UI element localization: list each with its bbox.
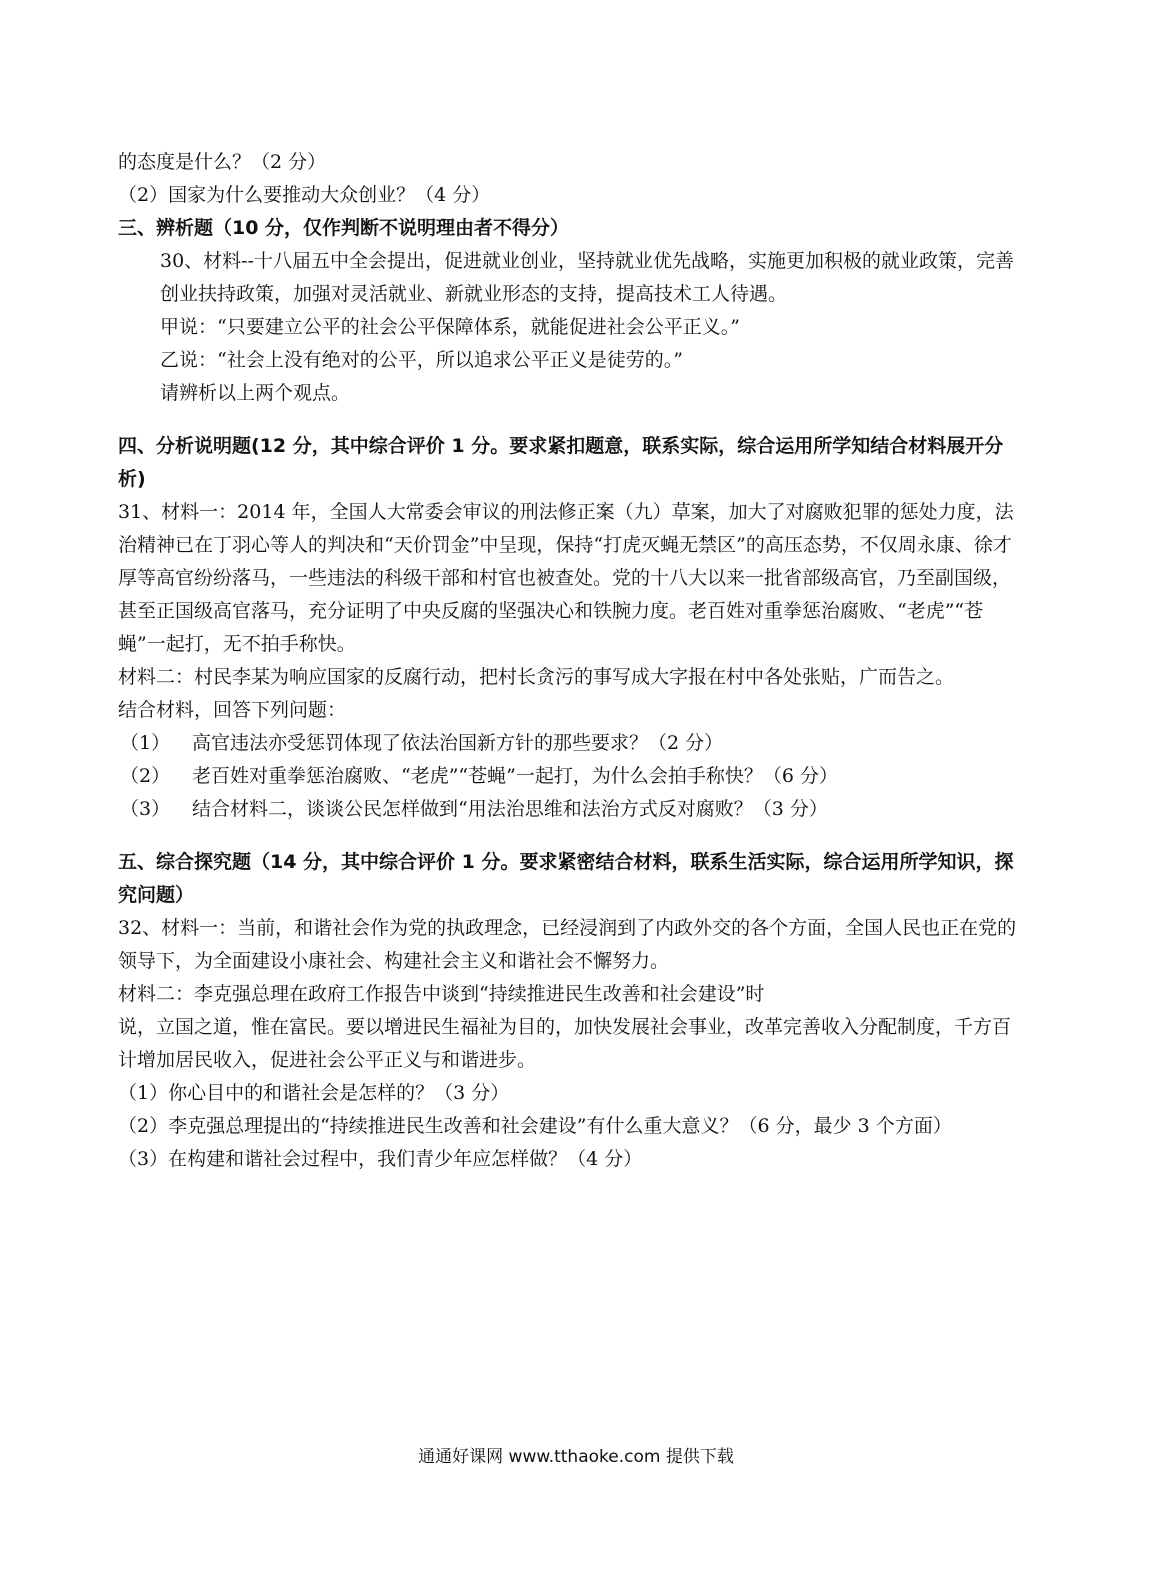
section-5-question-3: （3）在构建和谐社会过程中，我们青少年应怎样做？（4 分）: [118, 1148, 643, 1170]
section-5-question-2: （2）李克强总理提出的“持续推进民生改善和社会建设”有什么重大意义？（6 分，最少 3 个方面）: [118, 1115, 952, 1137]
section-5-heading: 五、综合探究题（14 分，其中综合评价 1 分。要求紧密结合材料，联系生活实际，综合运用所学知识，探究问题）: [118, 851, 1014, 906]
section-4-heading: 四、分析说明题(12 分，其中综合评价 1 分。要求紧扣题意，联系实际，综合运用所学知结合材料展开分析): [118, 435, 1004, 490]
section-3-view-b: 乙说：“社会上没有绝对的公平，所以追求公平正义是徒劳的。”: [160, 349, 683, 371]
spacer: [118, 410, 1028, 430]
top-line-1: 的态度是什么？（2 分）: [118, 151, 327, 173]
page-content: [118, 146, 1028, 1176]
top-line-2: （2）国家为什么要推动大众创业？（4 分）: [118, 184, 491, 206]
section-4-question-3: [118, 793, 1028, 826]
section-4-question-1: [118, 727, 1028, 760]
question-number: （3）: [120, 798, 171, 820]
question-text: 结合材料二，谈谈公民怎样做到“用法治思维和法治方式反对腐败？（3 分）: [192, 798, 828, 820]
question-number: （1）: [120, 732, 171, 754]
section-5-material-2-rest: 说，立国之道，惟在富民。要以增进民生福祉为目的，加快发展社会事业，改革完善收入分配制度，千方百计增加居民收入，促进社会公平正义与和谐进步。: [118, 1016, 1012, 1071]
section-5-material-2-first-line: 材料二：李克强总理在政府工作报告中谈到“持续推进民生改善和社会建设”时: [118, 983, 765, 1005]
section-4-question-2: [118, 760, 1028, 793]
section-3-heading: 三、辨析题（10 分，仅作判断不说明理由者不得分）: [118, 217, 570, 239]
section-4-material-1: 31、材料一：2014 年，全国人大常委会审议的刑法修正案（九）草案，加大了对腐败犯罪的惩处力度，法治精神已在丁羽心等人的判决和“天价罚金”中呈现，保持“打虎灭蝇无禁区”的高压态势，不仅周永康、徐才厚等高官纷纷落马，一些违法的科级干部和村官也被查处。党的十八大以来一批省部级高官，乃至副国级，甚至正国级高官落马，充分证明了中央反腐的坚强决心和铁腕力度。老百姓对重拳惩治腐败、“老虎”“苍蝇”一起打，无不拍手称快。: [118, 501, 1014, 655]
question-text: 高官违法亦受惩罚体现了依法治国新方针的那些要求？（2 分）: [192, 732, 724, 754]
section-4-prompt: 结合材料，回答下列问题：: [118, 699, 347, 721]
section-3-prompt: 请辨析以上两个观点。: [160, 382, 351, 404]
section-5-question-1: （1）你心目中的和谐社会是怎样的？（3 分）: [118, 1082, 510, 1104]
section-4-material-2: 材料二：村民李某为响应国家的反腐行动，把村长贪污的事写成大字报在村中各处张贴，广而告之。: [118, 666, 955, 688]
question-text: 老百姓对重拳惩治腐败、“老虎”“苍蝇”一起打，为什么会拍手称快？（6 分）: [192, 765, 838, 787]
section-5-material-1: 32、材料一：当前，和谐社会作为党的执政理念，已经浸润到了内政外交的各个方面，全国人民也正在党的领导下，为全面建设小康社会、构建社会主义和谐社会不懈努力。: [118, 917, 1017, 972]
question-number: （2）: [120, 765, 171, 787]
section-3-view-a: 甲说：“只要建立公平的社会公平保障体系，就能促进社会公平正义。”: [160, 316, 740, 338]
section-3-material: 30、材料--十八届五中全会提出，促进就业创业，坚持就业优先战略，实施更加积极的就业政策，完善创业扶持政策，加强对灵活就业、新就业形态的支持，提高技术工人待遇。: [160, 250, 1015, 305]
spacer: [118, 826, 1028, 846]
page-footer: 通通好课网 www.tthaoke.com 提供下载: [418, 1447, 734, 1467]
